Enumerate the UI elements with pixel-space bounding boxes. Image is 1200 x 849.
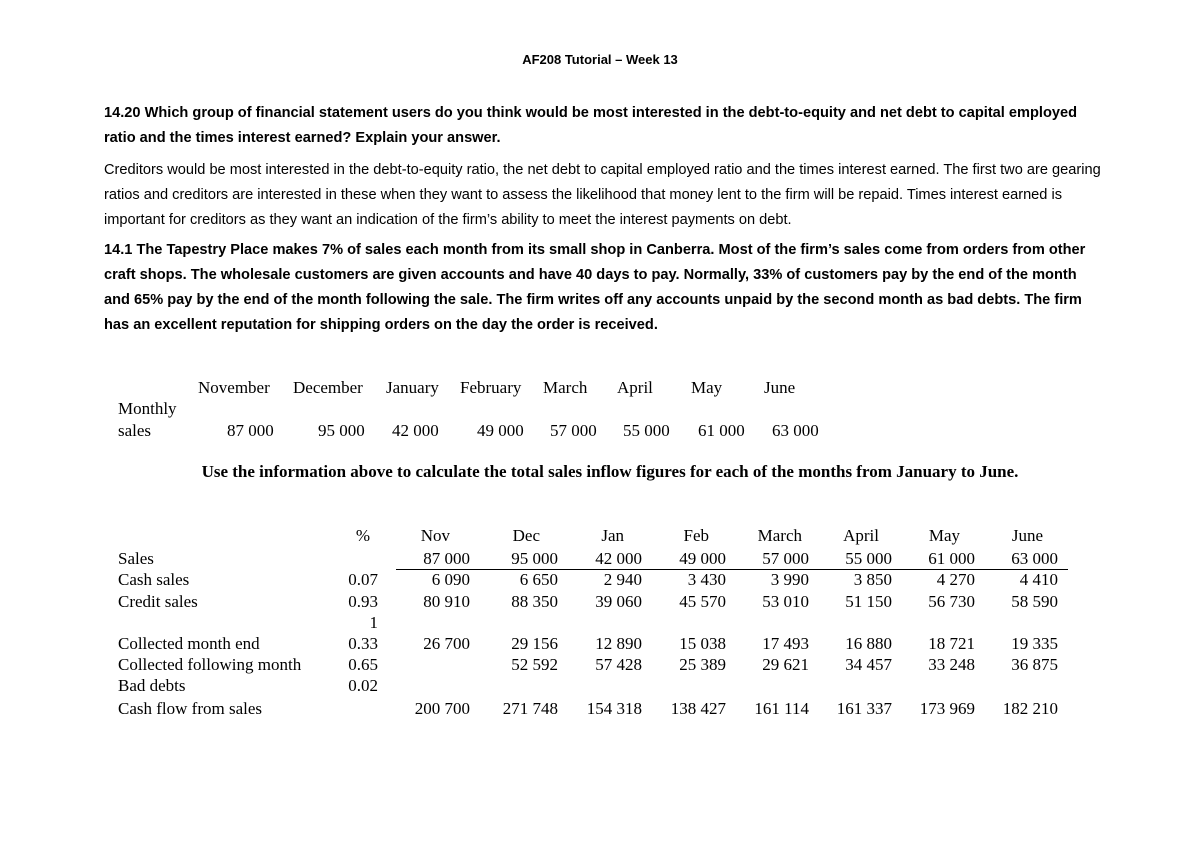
sales-month-header: November xyxy=(198,378,270,397)
cell-value: 61 000 xyxy=(928,549,975,568)
instruction-text: Use the information above to calculate the total sales inflow figures for each of the months from January to June. xyxy=(201,462,1019,481)
sales-month-header: January xyxy=(386,378,439,397)
row-label: Cash flow from sales xyxy=(118,699,263,718)
monthly-sales-label-line1: Monthly xyxy=(118,399,177,418)
cell-value: 52 592 xyxy=(511,655,558,674)
cell-value: 19 335 xyxy=(1011,634,1058,653)
cash-month-header: Nov xyxy=(420,526,450,545)
cell-value: 87 000 xyxy=(423,549,470,568)
cell-value: 17 493 xyxy=(762,634,809,653)
row-label: Credit sales xyxy=(118,592,198,611)
cell-value: 29 156 xyxy=(511,634,558,653)
cell-value: 2 940 xyxy=(603,570,642,589)
cell-value: 95 000 xyxy=(511,549,558,568)
cell-value: 80 910 xyxy=(423,592,470,611)
row-label: Sales xyxy=(118,549,154,568)
cell-value: 271 748 xyxy=(502,699,558,718)
sales-value: 42 000 xyxy=(392,421,439,440)
cell-value: 34 457 xyxy=(845,655,892,674)
sales-month-header: December xyxy=(293,378,363,397)
cell-value: 173 969 xyxy=(919,699,975,718)
cell-value: 55 000 xyxy=(845,549,892,568)
question-14-1: 14.1 The Tapestry Place makes 7% of sales each month from its small shop in Canberra. Most of the firm’s sales come from orders from other craft shops. The wholesale customers are given accounts and have 40 days to pay. Normally, 33% of customers pay by the end of the month and 65% pay by the end of the month following the sale. The firm writes off any accounts unpaid by the second month as bad debts. The firm has an excellent reputation for shipping orders on the day the order is received. xyxy=(104,242,1086,333)
cell-value: 42 000 xyxy=(595,549,642,568)
cash-month-header: June xyxy=(1011,526,1043,545)
row-percent: 0.93 xyxy=(348,592,378,611)
sales-month-header: April xyxy=(617,378,653,397)
cell-value: 161 337 xyxy=(836,699,892,718)
sales-value: 87 000 xyxy=(227,421,274,440)
question-14-20: 14.20 Which group of financial statement users do you think would be most interested in the debt-to-equity and net debt to capital employed ratio and the times interest earned? Explain your answer. xyxy=(104,105,1078,146)
sales-value: 61 000 xyxy=(698,421,745,440)
cell-value: 15 038 xyxy=(679,634,726,653)
page-header: AF208 Tutorial – Week 13 xyxy=(522,52,678,67)
cell-value: 161 114 xyxy=(754,699,809,718)
cell-value: 18 721 xyxy=(928,634,975,653)
cell-value: 58 590 xyxy=(1011,592,1058,611)
cell-value: 4 270 xyxy=(936,570,975,589)
cell-value: 29 621 xyxy=(762,655,809,674)
cell-value: 4 410 xyxy=(1019,570,1058,589)
cell-value: 57 000 xyxy=(762,549,809,568)
monthly-sales-label-line2: sales xyxy=(118,421,152,440)
cell-value: 57 428 xyxy=(595,655,642,674)
sales-value: 57 000 xyxy=(550,421,597,440)
row-label: Cash sales xyxy=(118,570,190,589)
cell-value: 3 990 xyxy=(770,570,809,589)
row-percent: 1 xyxy=(369,613,378,632)
cash-month-header: Dec xyxy=(512,526,540,545)
sales-value: 49 000 xyxy=(477,421,524,440)
cash-month-header: Feb xyxy=(683,526,709,545)
sales-month-header: March xyxy=(543,378,588,397)
cell-value: 26 700 xyxy=(423,634,470,653)
cell-value: 53 010 xyxy=(762,592,809,611)
row-label: Collected following month xyxy=(118,655,302,674)
answer-14-20: Creditors would be most interested in the debt-to-equity ratio, the net debt to capital employed ratio and the times interest earned. The first two are gearing ratios and creditors are interested in these when they want to assess the likelihood that money lent to the firm will be repaid. Times interest earned is important for creditors as they want an indication of the firm’s ability to meet the interest payments on debt. xyxy=(104,162,1101,228)
cell-value: 154 318 xyxy=(586,699,642,718)
row-percent: 0.33 xyxy=(348,634,378,653)
sales-month-header: June xyxy=(764,378,796,397)
cash-month-header: April xyxy=(843,526,879,545)
cell-value: 39 060 xyxy=(595,592,642,611)
sales-month-header: May xyxy=(691,378,723,397)
row-percent: 0.65 xyxy=(348,655,378,674)
cell-value: 63 000 xyxy=(1011,549,1058,568)
cell-value: 182 210 xyxy=(1002,699,1058,718)
cell-value: 88 350 xyxy=(511,592,558,611)
cell-value: 56 730 xyxy=(928,592,975,611)
sales-value: 95 000 xyxy=(318,421,365,440)
cell-value: 3 430 xyxy=(687,570,726,589)
cell-value: 49 000 xyxy=(679,549,726,568)
cell-value: 33 248 xyxy=(928,655,975,674)
row-label: Collected month end xyxy=(118,634,260,653)
cell-value: 138 427 xyxy=(670,699,726,718)
cash-month-header: May xyxy=(928,526,960,545)
cell-value: 51 150 xyxy=(845,592,892,611)
cash-month-header: March xyxy=(757,526,802,545)
cell-value: 3 850 xyxy=(853,570,892,589)
cell-value: 200 700 xyxy=(414,699,470,718)
cell-value: 6 650 xyxy=(519,570,558,589)
sales-value: 63 000 xyxy=(772,421,819,440)
row-label: Bad debts xyxy=(118,676,186,695)
percent-header: % xyxy=(355,526,370,545)
cell-value: 36 875 xyxy=(1011,655,1058,674)
cell-value: 25 389 xyxy=(679,655,726,674)
sales-value: 55 000 xyxy=(623,421,670,440)
sales-month-header: February xyxy=(460,378,522,397)
cell-value: 6 090 xyxy=(431,570,470,589)
row-percent: 0.02 xyxy=(348,676,378,695)
cell-value: 45 570 xyxy=(679,592,726,611)
cell-value: 16 880 xyxy=(845,634,892,653)
cash-month-header: Jan xyxy=(601,526,624,545)
cell-value: 12 890 xyxy=(595,634,642,653)
row-percent: 0.07 xyxy=(348,570,378,589)
